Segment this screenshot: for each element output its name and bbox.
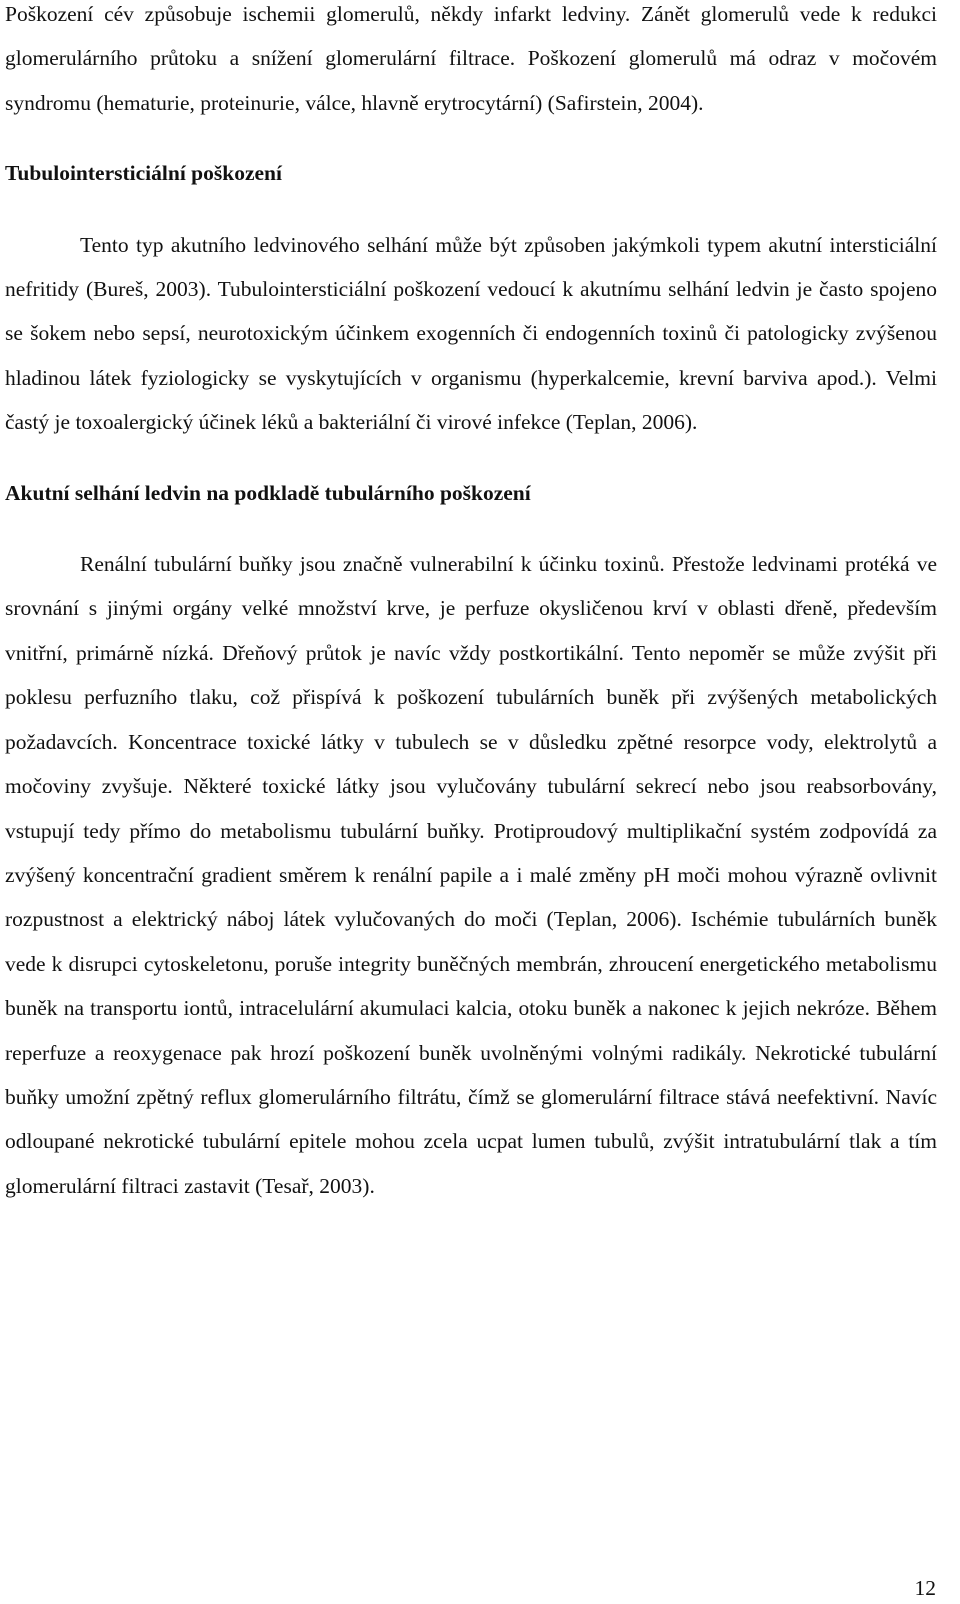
document-page (5, 0, 937, 1208)
page-number: 12 (914, 1576, 936, 1600)
heading-tubulointerstitial: Tubulointersticiální poškození (5, 161, 282, 186)
paragraph-tubular-failure: Renální tubulární buňky jsou značně vulnerabilní k účinku toxinů. Přestože ledvinami protéká ve srovnání s jinými orgány velké množství krve, je perfuze okysličenou krví v oblasti dřeně, především vnitřní, primárně nízká. Dřeňový průtok je navíc vždy postkortikální. Tento nepoměr se může zvýšit při poklesu perfuzního tlaku, což přispívá k poškození tubulárních buněk při zvýšených metabolických požadavcích. Koncentrace toxické látky v tubulech se v důsledku zpětné resorpce vody, elektrolytů a močoviny zvyšuje. Některé toxické látky jsou vylučovány tubulární sekrecí nebo jsou reabsorbovány, vstupují tedy přímo do metabolismu tubulární buňky. Protiproudový multiplikační systém zodpovídá za zvýšený koncentrační gradient směrem k renální papile a i malé změny pH moči mohou výrazně ovlivnit rozpustnost a elektrický náboj látek vylučovaných do moči (Teplan, 2006). Ischémie tubulárních buněk vede k disrupci cytoskeletonu, poruše integrity buněčných membrán, zhroucení energetického metabolismu buněk na transportu iontů, intracelulární akumulaci kalcia, otoku buněk a nakonec k jejich nekróze. Během reperfuze a reoxygenace pak hrozí poškození buněk uvolněnými volnými radikály. Nekrotické tubulární buňky umožní zpětný reflux glomerulárního filtrátu, čímž se glomerulární filtrace stává neefektivní. Navíc odloupané nekrotické tubulární epitele mohou zcela ucpat lumen tubulů, zvýšit intratubulární tlak a tím glomerulární filtraci zastavit (Tesař, 2003). (5, 552, 937, 1198)
paragraph-tubulointerstitial: Tento typ akutního ledvinového selhání může být způsoben jakýmkoli typem akutní intersticiální nefritidy (Bureš, 2003). Tubulointersticiální poškození vedoucí k akutnímu selhání ledvin je často spojeno se šokem nebo sepsí, neurotoxickým účinkem exogenních či endogenních toxinů či patologicky zvýšenou hladinou látek fyziologicky se vyskytujících v organismu (hyperkalcemie, krevní barviva apod.). Velmi častý je toxoalergický účinek léků a bakteriální či virové infekce (Teplan, 2006). (5, 232, 937, 435)
heading-tubular-failure: Akutní selhání ledvin na podkladě tubulárního poškození (5, 480, 531, 505)
paragraph-glomerular-damage: Poškození cév způsobuje ischemii glomerulů, někdy infarkt ledviny. Zánět glomerulů vede k redukci glomerulárního průtoku a snížení glomerulární filtrace. Poškození glomerulů má odraz v močovém syndromu (hematurie, proteinurie, válce, hlavně erytrocytární) (Safirstein, 2004). (5, 2, 937, 115)
